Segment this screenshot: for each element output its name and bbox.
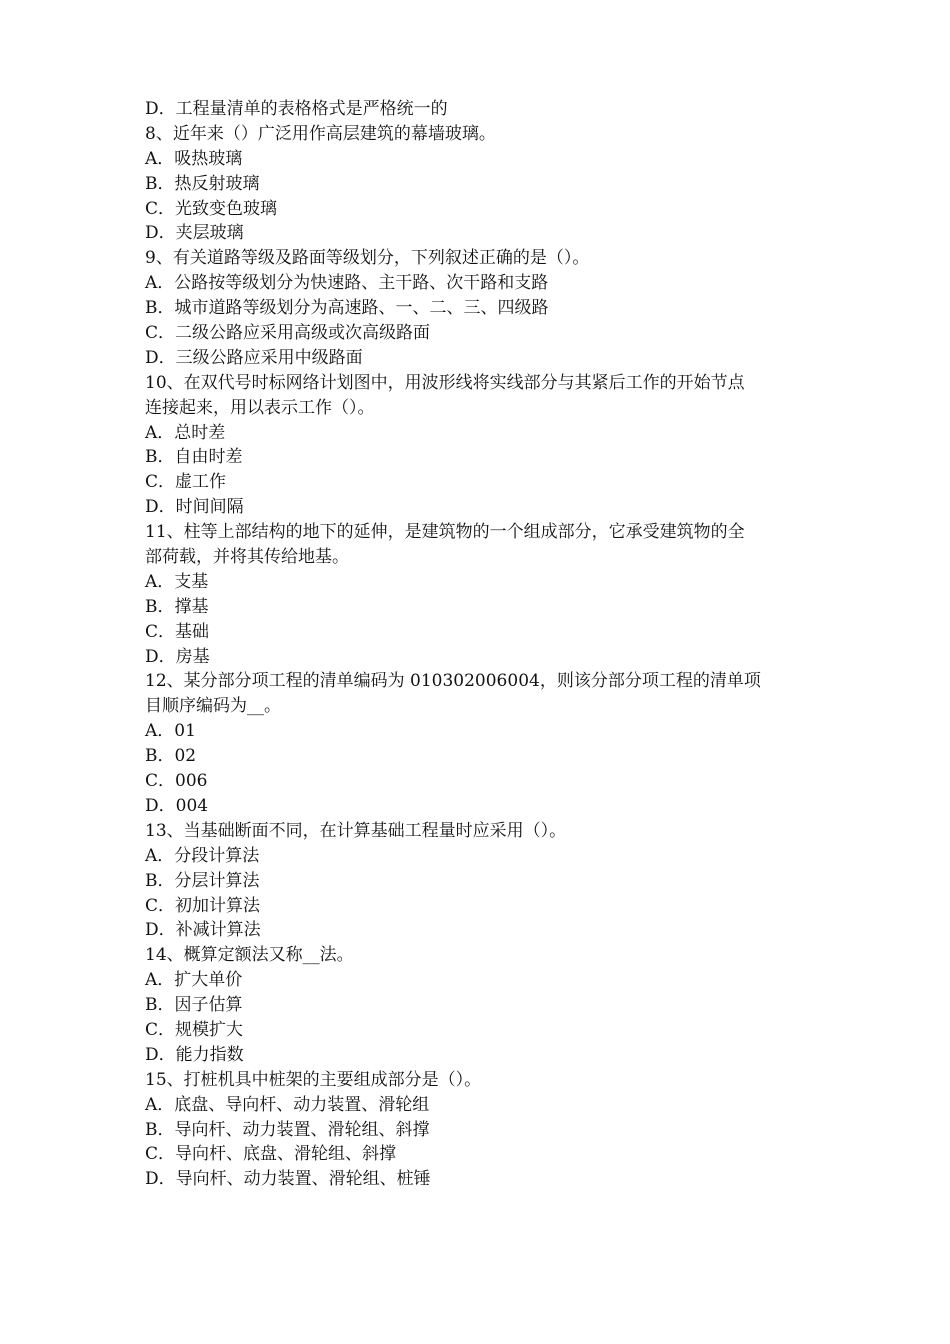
option-line: C．规模扩大 [145, 1019, 244, 1040]
option-line: A．总时差 [145, 422, 226, 443]
option-line: D．能力指数 [145, 1044, 244, 1065]
option-line: D．导向杆、动力装置、滑轮组、桩锤 [145, 1169, 431, 1190]
option-line: A．吸热玻璃 [145, 148, 243, 169]
question-line: 目顺序编码为__。 [145, 696, 281, 717]
question-line: 13、当基础断面不同，在计算基础工程量时应采用（）。 [145, 820, 567, 841]
question-line: 15、打桩机具中桩架的主要组成部分是（）。 [145, 1069, 482, 1090]
option-line: C．虚工作 [145, 472, 227, 493]
document-page [145, 97, 815, 1192]
option-line: D．004 [145, 795, 209, 816]
question-line: 连接起来，用以表示工作（）。 [145, 397, 375, 418]
option-line: D．夹层玻璃 [145, 223, 244, 244]
question-line: 8、近年来（）广泛用作高层建筑的幕墙玻璃。 [145, 123, 496, 144]
option-line: A．分段计算法 [145, 845, 260, 866]
option-line: D．三级公路应采用中级路面 [145, 347, 363, 368]
option-line: A．底盘、导向杆、动力装置、滑轮组 [145, 1094, 430, 1115]
option-line: A．支基 [145, 571, 209, 592]
option-line: A．公路按等级划分为快速路、主干路、次干路和支路 [145, 273, 549, 294]
option-line: D．补减计算法 [145, 920, 261, 941]
option-line: C．二级公路应采用高级或次高级路面 [145, 323, 431, 344]
option-line: B．城市道路等级划分为高速路、一、二、三、四级路 [145, 298, 549, 319]
option-line: B．分层计算法 [145, 870, 260, 891]
option-line: A．01 [145, 721, 196, 742]
question-line: 部荷载，并将其传给地基。 [145, 547, 349, 568]
option-line: D．房基 [145, 646, 210, 667]
option-line: C．006 [145, 771, 208, 792]
option-line: B．导向杆、动力装置、滑轮组、斜撑 [145, 1119, 430, 1140]
question-line: 9、有关道路等级及路面等级划分，下列叙述正确的是（）。 [145, 248, 590, 269]
question-line: 10、在双代号时标网络计划图中，用波形线将实线部分与其紧后工作的开始节点 [145, 372, 745, 393]
option-line: C．导向杆、底盘、滑轮组、斜撑 [145, 1144, 397, 1165]
option-line: C．光致变色玻璃 [145, 198, 278, 219]
option-line: B．热反射玻璃 [145, 173, 260, 194]
option-line: C．初加计算法 [145, 895, 261, 916]
option-line: D．时间间隔 [145, 497, 244, 518]
option-line: C．基础 [145, 621, 210, 642]
option-line: A．扩大单价 [145, 970, 243, 991]
option-line: B．自由时差 [145, 447, 243, 468]
option-line: D．工程量清单的表格格式是严格统一的 [145, 99, 448, 119]
option-line: B．02 [145, 746, 197, 767]
question-line: 14、概算定额法又称__法。 [145, 945, 354, 966]
option-line: B．撑基 [145, 596, 209, 617]
question-line: 12、某分部分项工程的清单编码为 010302006004，则该分部分项工程的清单项 [145, 671, 761, 692]
question-line: 11、柱等上部结构的地下的延伸，是建筑物的一个组成部分，它承受建筑物的全 [145, 522, 745, 543]
option-line: B．因子估算 [145, 995, 243, 1016]
